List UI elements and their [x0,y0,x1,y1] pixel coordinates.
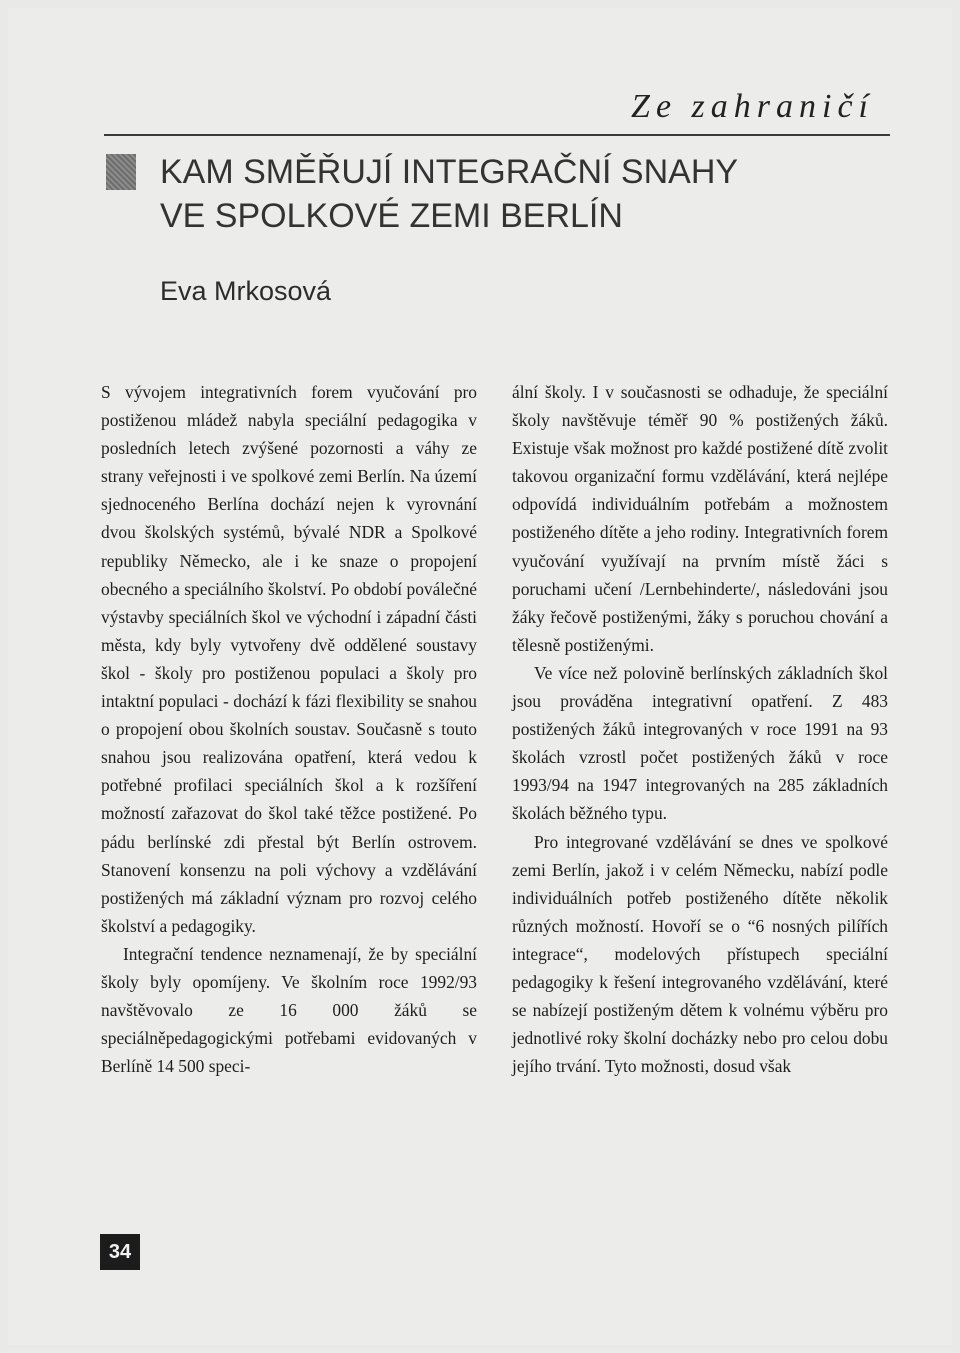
page-number: 34 [100,1234,140,1270]
title-marker-square [106,154,136,190]
article-title-line-2: VE SPOLKOVÉ ZEMI BERLÍN [160,197,623,235]
section-heading: Ze zahraničí [631,88,874,125]
article-title [160,150,738,238]
magazine-page [8,8,952,1345]
right-text-column [512,378,888,1080]
left-text-column [101,378,477,1080]
paragraph: S vývojem integrativních forem vyučování pro postiženou mládež nabyla speciální pedagogika v posledních letech zvýšené pozornosti a váhy ze strany veřejnosti i ve spolkové zemi Berlín. Na území sjednoceného Berlína dochází nejen k vyrovnání dvou školských systémů, bývalé NDR a Spolkové republiky Německo, ale i ke snaze o propojení obecného a speciálního školství. Po období poválečné výstavby speciálních škol ve východní i západní části města, kdy byly vytvořeny dvě oddělené soustavy škol - školy pro postiženou populaci a školy pro intaktní populaci - dochází k fázi flexibility se snahou o propojení obou školních soustav. Současně s touto snahou jsou realizována opatření, která vedou k potřebné profilaci speciálních škol a k rozšíření možností zařazovat do škol také těžce postižené. Po pádu berlínské zdi přestal být Berlín ostrovem. Stanovení konsenzu na poli výchovy a vzdělávání postižených má základní význam pro rozvoj celého školství a pedagogiky. [101,382,477,936]
paragraph: ální školy. I v současnosti se odhaduje, že speciální školy navštěvuje téměř 90 % postižených žáků. Existuje však možnost pro každé postižené dítě zvolit takovou organizační formu vzdělávání, která nejlépe odpovídá individuálním potřebám a možnostem postiženého dítěte a jeho rodiny. Integrativních forem vyučování využívají na prvním místě žáci s poruchami učení /Lernbehinderte/, následováni jsou žáky řečově postiženými, žáky s poruchou chování a tělesně postiženými. [512,382,888,655]
header-rule [104,134,890,136]
paragraph: Integrační tendence neznamenají, že by speciální školy byly opomíjeny. Ve školním roce 1992/93 navštěvovalo ze 16 000 žáků se speciálněpedagogickými potřebami evidovaných v Berlíně 14 500 speci- [101,943,477,1077]
article-title-line-1: KAM SMĚŘUJÍ INTEGRAČNÍ SNAHY [160,153,739,191]
article-author: Eva Mrkosová [160,276,332,306]
paragraph: Pro integrované vzdělávání se dnes ve spolkové zemi Berlín, jakož i v celém Německu, nabízí podle individuálních potřeb postiženého dítěte několik různých možností. Hovoří se o “6 nosných pilířích integrace“, modelových přístupech speciální pedagogiky k řešení integrovaného vzdělávání, které se nabízejí postiženým dětem k volnému výběru pro jednotlivé roky školní docházky nebo pro celou dobu jejího trvání. Tyto možnosti, dosud však [512,831,888,1077]
paragraph: Ve více než polovině berlínských základních škol jsou prováděna integrativní opatření. Z 483 postižených žáků integrovaných v roce 1991 na 93 školách vzrostl počet postižených žáků v roce 1993/94 na 1947 integrovaných na 285 základních školách běžného typu. [512,662,888,824]
